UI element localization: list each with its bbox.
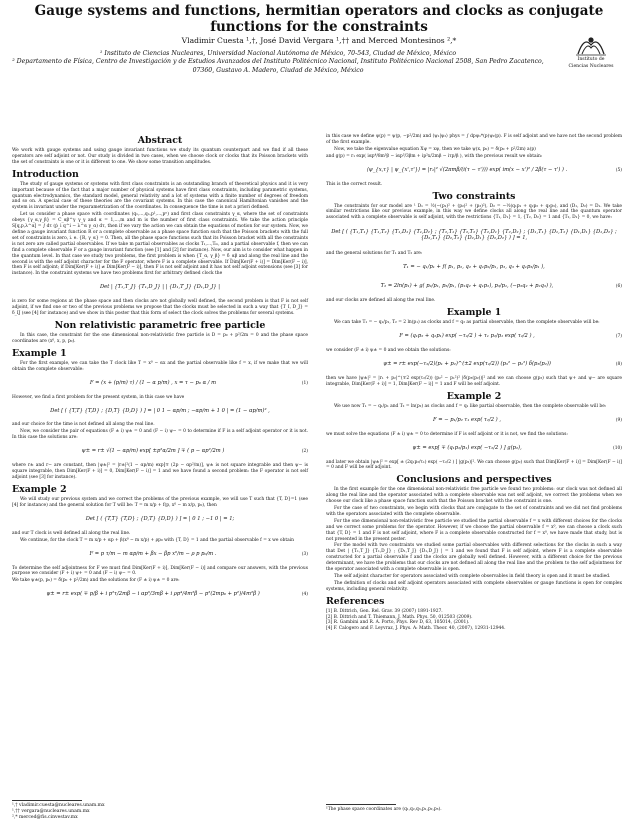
example-1-paragraph-2: However, we find a first problem for the present system, in this case we have	[12, 394, 185, 400]
equation-7	[326, 329, 622, 345]
equation-8	[326, 357, 622, 373]
example-1-paragraph-1: For the first example, we can take the T clock like T = x⁰ − αx and the partial observable like f = x, if we make that we will obtain the complete observable:	[12, 360, 308, 372]
equation-5	[326, 163, 622, 179]
nonrel-paragraph: In this case, the constraint for the one dimensional non-relativistic free particle is D = p₀ + p²/2m = 0 and the phase space coordinates are (x⁰, x, p, p₀).	[12, 332, 308, 344]
equation-5-number: (5)	[615, 167, 622, 173]
det-equation	[12, 280, 308, 296]
right-paragraph-3: and g(p) = r₁ exp( iαp⁴/8m³β − iαp³/3βm + ip²x/2mβ − iτp/β ), with the previous result we obtain:	[326, 153, 543, 159]
footnote-email-2: ¹,†† vergara@nucleares.unam.mx	[12, 809, 90, 814]
equation-2-number: (2)	[301, 449, 308, 455]
equation-det-2-body: Det [ ( {T,T} {T,D} ; {D,T} {D,D} ) ] = | 0 1 ; −1 0 | = 1;	[85, 515, 235, 522]
footnote-email-1: ¹,† vladimir.cuesta@nucleares.unam.mx	[12, 803, 105, 808]
reference-item: [4] F. Calogero and F. Leyvraz, J. Phys. A: Math. Theor. 40, (2007), 12931-12944.	[326, 626, 506, 632]
logo-line-2: Ciencias Nucleares	[568, 63, 614, 69]
equation-7-body: F = (q₁p₂ + q₂p₁) exp( −τ₂/2 ) + τ₁ p₂/p₁ exp( τ₂/2 ) ,	[399, 333, 535, 340]
equation-det-2	[12, 512, 308, 528]
intro-paragraph-2: Let us consider a phase space with coordinates (q₁,...,qₙ,p¹,...,pⁿ) and first class constraints γ_α, where the set of constraints obeys {γ_α,γ_β} = C_αβ^γ γ_γ and α = 1,...,m and m is the number of first class constraints. We take the action principle S[q,p,λ^α] = ∫ dτ (ṗ_i q^i − λ^α γ_α) dτ, then if we vary the action we can obtain the equations of motion for our system. Now, we define a gauge invariant function R or a complete observable as a phase space function such that the Poisson brackets with the full set of constraints is zero, i. e. {R, γ_α} = 0. Then, all the phase space functions such that its Poisson bracket with all the constraints is not zero are called partial observables. If we take m partial observables as clocks T₁,...,Tₘ, and a partial observable f, then we can find a complete observable F or a gauge invariant function (see [1] and [2] for instance). Now, our aim is to consider what happen in the quantum level. In that case we study two problems, the first problem is when {T_α, γ_β} = δ_αβ and along the real line and the second is with the self adjoint character for the F operator, where F is a complete observable. If Dim[Ker(F + i)] = Dim[Ker(F − i)], then F is self adjoint; if Dim[Ker(F + i)] ≠ Dim[Ker(F − i)], then F is not self adjoint and it has not self adjoint extensions (see [3] for instance). In the constraint systems we have two problems first for arbitrary defined clock the	[12, 212, 308, 277]
equation-6a-body: T₁ = − q₁/p₁ + f( p₁, p₂, q₂ + q₁p₂/p₁, p₃, q₃ + q₁p₃/p₁ ),	[403, 264, 545, 271]
det-4x4-equation-body: Det [ ( {T₁,T₁} {T₁,T₂} {T₁,D₁} {T₁,D₂} ; {T₂,T₁} {T₂,T₂} {T₂,D₁} {T₂,D₂} ; {D₁,T₁} {D₁,T₂} {D₁,D₁} {D₁,D₂} ; {D₂,T₁} {D₂,T₂} {D₂,D₁} {D₂,D₂} ) ] = 1,	[331, 229, 617, 242]
conclusions-paragraph-6: The definition of clocks and self adjoint operators associated with complete observables or gauge functions is open for complex systems, including general relativity.	[326, 580, 622, 592]
equation-9-body: F = − p₁/p₂ τ₁ exp( τ₂/2 ) ,	[433, 416, 501, 423]
equation-4	[12, 587, 308, 603]
equation-7-number: (7)	[615, 334, 622, 340]
equation-2	[12, 444, 308, 460]
affiliation-2: ² Departamento de Física, Centro de Investigación y de Estudios Avanzados del Instituto Politécnico Nacional, Instituto Politécnico Nacional 2508, San Pedro Zacatenco, 07360, Gustavo A. Madero, Ciudad de México, México	[12, 58, 544, 74]
left-column	[12, 132, 308, 606]
equation-2-body: ψ± = r± √(1 − αp/m) exp[ ±p²α/2m ] ∓ ( p − αp²/2m )	[81, 448, 225, 455]
right-paragraph-7: and our clocks are defined all along the real line.	[326, 298, 436, 304]
equation-3-body: F = p τ/m − m αp/m + βx − βp x⁰/m − ρ p p₀/m .	[89, 550, 217, 557]
equation-6b-body: T₂ = 2ln(p₁) + g( p₂/p₁, p₃/p₁, (p₁q₂ + q₁p₂), p₃/p₁, (−p₃q₂ + p₂q₃) ),	[380, 283, 554, 290]
right-footnote	[326, 804, 622, 813]
det-equation-body: Det | {T₁,T_J} {T₁,D_J} | | {D₁,T_J} {D₁,D_J} |	[100, 284, 220, 291]
conclusions-heading: Conclusions and perspectives	[396, 474, 552, 486]
equation-8-body: ψ± = r± exp(−τ₂/2)(p₁ + p₂)^(±2 exp(τ₂/2)) (p₃² − p₂²) δ(p₃(p₂))	[383, 360, 551, 367]
two-constraints-heading: Two constraints	[432, 190, 516, 202]
footnote-email-3: ²,* merced@fis.cinvestav.mx	[12, 815, 78, 820]
affiliation-1: ¹ Instituto de Ciencias Nucleares, Universidad Nacional Autónoma de México, 70-543, Ciudad de México, México	[99, 50, 457, 57]
reference-item: [2] B. Dittrich and T. Thiemann, J. Math. Phys. 50, 012503 (2009).	[326, 614, 473, 620]
right-paragraph-2: Now, we take the eigenvalue equation Xψ = xψ, then we take ψ(x, p₀) = δ(p₀ + p²/2m) a(p)	[334, 146, 536, 152]
example-2-paragraph-5: We take ψ±(p, p₀) = δ(p₀ + p²/2m) and the solutions for (F ± i) ψ± = 0 are:	[12, 578, 180, 584]
det-4x4-equation	[326, 224, 622, 248]
logo-line-1: Instituto de	[577, 57, 605, 62]
conclusions-paragraph-3: For the one dimensional non-relativistic free particle we studied the partial observable f = x with different choices for the clocks and we correct some problems for the operator. However, if we choose the partial observable f = x⁰, we can choose a clock such that {T, D} = 1 and F is not self adjoint, where F is a complete observable constructed for f = x⁰, we have made that study, but is not presented in the present poster.	[326, 518, 622, 542]
conclusions-paragraph-4: For the model with two constraints we studied some partial observables with different selections for the clocks in such a way that Det | {T₁,T_J} {T₁,D_J} ; {D₁,T_J} {D₁,D_J} | = 1 and we found that F is self adjoint, where F is a complete observable constructed for a partial observable f and the clocks are globally well defined. However, with a different choice for the previous determinant, we have the problems that our clocks are not defined all along the real line and the problem to the self adjointness for the operator associated with a complete observable is open.	[326, 543, 622, 573]
reference-item: [3] R. Gambini and R. A. Porto, Phys. Rev D, 63, 105014, (2001).	[326, 620, 470, 626]
example-2-paragraph-2: and our T clock is well defined all along the real line.	[12, 530, 131, 536]
det-equation-1	[12, 403, 308, 419]
equation-6-number: (6)	[615, 284, 622, 290]
right-paragraph-4: This is the correct result.	[326, 181, 383, 187]
right-paragraph-10: then we have |ψ±|² = |r₁ + p₂|^(∓2 exp(τ₂/2)) (p₂² − p₁²)² |δ(p₃(p₂))|² and we can choose g(p₃) such that ψ+ and ψ− are square integrable, Dim[Ker(F + i)] = 1, Dim[Ker(F − i)] = 1 and F will be self adjoint.	[326, 375, 622, 387]
equation-8-number: (8)	[615, 361, 622, 367]
example-2-heading: Example 2	[12, 483, 67, 495]
example-2-paragraph-3: We continue, for the clock T = m x/p + αp + β(x⁰ − m x/p) + ρp₀ with {T, D} = 1 and the partial observable f = x we obtain	[20, 537, 294, 543]
right-paragraph-9: we consider (F ± i) ψ± = 0 and we obtain the solutions:	[326, 347, 451, 353]
institute-logo	[556, 34, 626, 80]
references-heading: References	[326, 595, 385, 607]
right-paragraph-12: we must solve the equations (F ± i) ψ± = 0 to determine if F is self adjoint or it is not, we find the solutions:	[326, 431, 568, 437]
right-paragraph-8: We can take T₁ = − q₁/p₁, T₂ = 2 ln(p₁) as clocks and f = q₂ as partial observable, then the complete observable will be:	[334, 320, 600, 326]
left-footnotes	[12, 800, 212, 821]
references-list	[326, 609, 622, 632]
example-1-paragraph-4: Now, we consider the pair of equations (F ± i) ψ± = 0 and (F − i) ψ− = 0 to determine if F is a self adjoint operator or it is not. In this case the solutions are:	[12, 429, 308, 441]
reference-item: [1] B. Dittrich, Gen. Rel. Grav. 39 (2007) 1891-1927.	[326, 608, 443, 614]
equation-3-number: (3)	[301, 551, 308, 557]
equation-10-number: (10)	[612, 445, 622, 451]
example-1-heading: Example 1	[12, 347, 67, 359]
abstract-heading: Abstract	[137, 135, 183, 146]
example-2-paragraph-4: To determine the self adjointness for F we must find Dim[Ker(F + i)], Dim[Ker(F − i)] and compare our answers, with the previous purpose we consider (F + i) ψ+ = 0 and (F − i) ψ− = 0.	[12, 565, 308, 577]
conclusions-paragraph-5: The self adjoint character for operators associated with complete observables in field theory is open and it must be studied.	[334, 574, 611, 579]
right-paragraph-6: and the general solutions for T₁ and T₂ are:	[326, 251, 423, 257]
equation-4-number: (4)	[301, 592, 308, 598]
intro-paragraph-1: The study of gauge systems or systems with first class constraints is an outstanding branch of theoretical physics and it is very important because of the fact that a major number of physical systems have first class constraints, including parametric systems, quantum electrodynamics, the standard model, general relativity and a lot of systems with a finite number of degrees of freedom and so on. A special case of these theories are the covariant systems. In this case the canonical Hamiltonian vanishes and the system is invariant under the reparametrization of the coordinates. In consequence the time is not a priori defined.	[12, 181, 308, 211]
logo-emblem-icon	[574, 34, 608, 56]
equation-3	[12, 547, 308, 563]
nonrel-heading: Non relativistic parametric free particle	[54, 319, 266, 331]
poster-title: Gauge systems and functions, hermitian operators and clocks as conjugate functions for the constraints	[34, 3, 604, 35]
right-paragraph-13: and later we obtain |ψ±|² = exp[ ± (2q₁p₂/τ₁) exp( −τ₂/2 ) ] |g(p₂)|². We can choose g(p₂) such that Dim[Ker(F + i)] = Dim[Ker(F − i)] = 0 and F will be self adjoint.	[326, 459, 622, 471]
conclusions-paragraph-1: In the first example for the one dimensional non-relativistic free particle we found two problems: our clock was not defined all along the real line and the operator associated with a complete observable was not self adjoint, we correct the problems when we choose our clock like a phase space function such that the Poisson bracket with the constraint is one.	[326, 487, 622, 505]
phase-space-footnote: ¹The phase space coordinates are (q₁,q₂,q₃,p₁,p₂,p₃).	[326, 807, 442, 812]
right-paragraph-11: We use now T₁ = − q₁/p₁ and T₂ = ln(p₂) as clocks and f = q₁ like partial observable, then the complete observable will be:	[334, 403, 607, 409]
abstract-text: We work with gauge systems and using gauge invariant functions we study its quantum counterpart and we find if all these operators are self adjoint or not. Our study is divided in two cases, when we choose clock or clocks that its Poisson brackets with the set of constraints is one or it is different to one. We show some transition amplitudes.	[12, 148, 308, 165]
example-2-paragraph-1: We will study our previous system and we correct the problems of the previous example, we will use T such that {T, D}=1 (see [4] for instance) and the general solution for T will be: T = m x/p + f(p, x⁰ − m x/p, p₀), then	[12, 496, 308, 508]
right-example-1-heading: Example 1	[446, 307, 502, 319]
equation-5-body: ⟨ψ_{x,τ} | ψ_{x',τ'}⟩ = |r₁|² √(2πmβ/(i(τ − τ'))) exp( im(x − x')² / 2β(τ − τ') ) .	[366, 166, 568, 173]
author-line: Vladimir Cuesta ¹,†, José David Vergara ¹,†† and Merced Montesinos ²,*	[181, 36, 457, 45]
right-paragraph-5: The constraints for our model are ¹ D₁ = ½(−(p₁)² + (p₂)² + (p₃)²), D₂ = −½(q₁p₁ + q₂p₂ + q₃p₃), and (D₁, D₂) = D₁. We take similar restrictions like our previous example, in this way we define clocks all along the real line and the quantum operator associated with a complete observable is self adjoint, with the restrictions {T₁, D₁} = 1, {T₂, D₂} = 1 and {T₂, D₁} = 0, we have:	[326, 203, 622, 221]
example-1-paragraph-3: and our choice for the time is not defined all along the real line.	[12, 422, 155, 428]
right-footnote-rule	[326, 804, 396, 805]
example-1-paragraph-5: where r± and r− are constant, then |ψ±|² = |r±|²(1 − αp/m) exp[∓ (2p − αp²/m)], ψ± is not square integrable and then ψ− is square integrable, then Dim[Ker(F + i)] = 0, Dim[Ker(F − i)] = 1 and we have found a second problem: the F operator is not self adjoint (see [3] for instance).	[12, 463, 308, 480]
equation-4-body: ψ± = r± exp( ∓ p/β + i p²τ/2mβ − i αp³/3mβ + i ρp⁴/4m²β − p²(2mp₀ + p²)/4m²β )	[46, 591, 260, 598]
equation-6b	[326, 279, 622, 295]
equation-6a	[326, 260, 622, 276]
intro-heading: Introduction	[12, 168, 79, 180]
conclusions-paragraph-2: For the case of two constraints, we begin with clocks that are conjugate to the set of constraints and we did not find problems with the operators associated with the complete observable.	[326, 506, 622, 517]
equation-1-body: F = (x + (p/m) τ) / (1 − α p/m) , x = τ − p₀ α / m	[89, 379, 217, 386]
affiliations	[8, 50, 548, 75]
right-column	[326, 134, 622, 632]
equation-1-number: (1)	[301, 380, 308, 386]
intro-paragraph-3: is zero for some regions at the phase space and then clocks are not globally well defined, the second problem is that F is not self adjoint, if we find one or two of the previous problems we propose that the clocks must be selected in such a way that {T_I, D_J} = δ_IJ (see [4] for instance) and we show in this poster that this form of select the clock solves the problems for several systems.	[12, 299, 308, 317]
equation-10	[326, 441, 622, 457]
det-equation-1-body: Det [ ( {T,T} {T,D} ; {D,T} {D,D} ) ] = | 0 1 − αp/m ; −αp/m + 1 0 | = (1 − αp/m)² ,	[50, 407, 270, 414]
footnote-rule	[12, 800, 82, 801]
equation-1	[12, 376, 308, 392]
equation-9-number: (9)	[615, 417, 622, 423]
equation-10-body: ψ± = exp[ ∓ (q₁p₂/p₁) exp( −τ₂/2 ) ] g(p₂),	[412, 444, 522, 451]
right-example-2-heading: Example 2	[446, 390, 502, 402]
equation-9	[326, 413, 622, 429]
right-paragraph-1: in this case we define ψ(p) = ψ(p, −p²/2m) and ⟨ψ₁|ψ₂⟩ phys = ∫ dpψ₁*(p)ψ₂(p). F is self adjoint and we have not the second problem of the first example.	[326, 134, 622, 145]
